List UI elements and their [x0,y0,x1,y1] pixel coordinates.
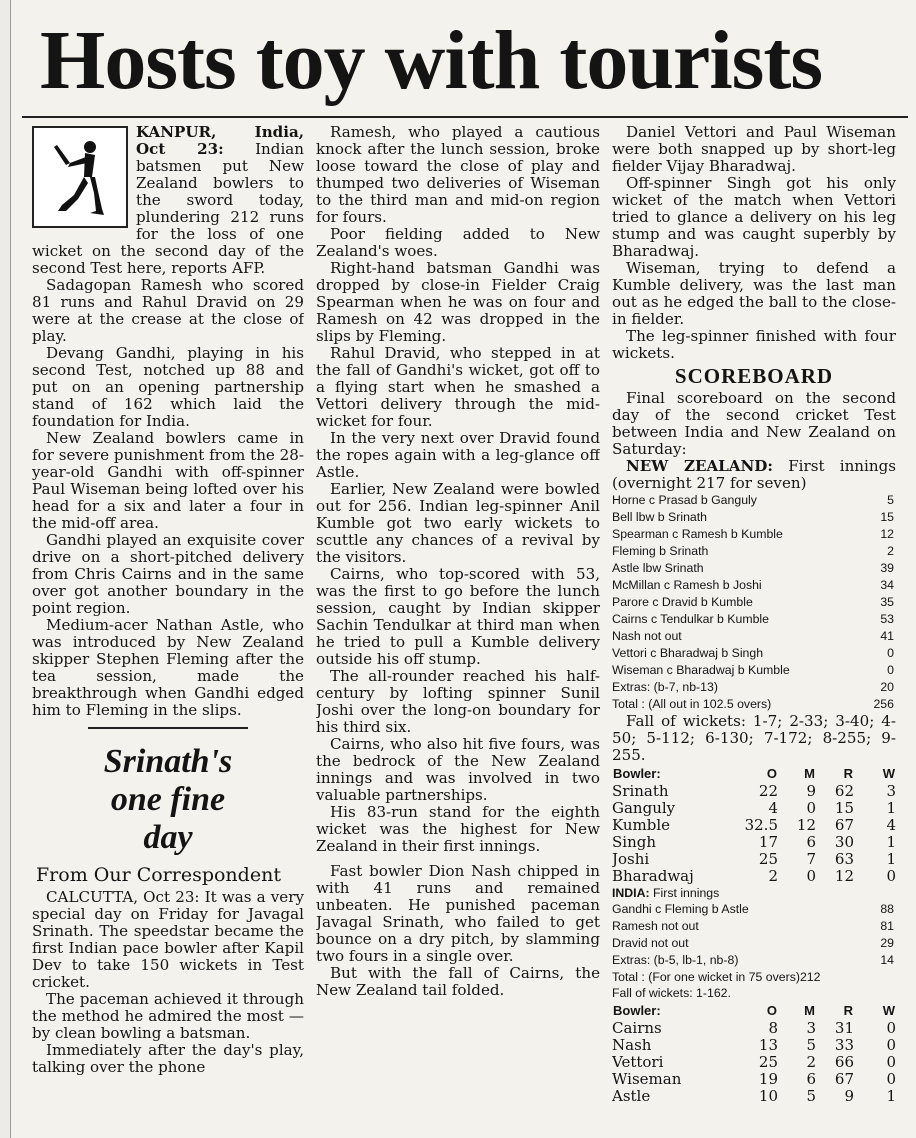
score-cell: 3 [886,782,896,800]
table-row [612,628,896,645]
paragraph: Fast bowler Dion Nash chipped in with 41 runs and remained unbeaten. He punished paceman Javagal Srinath, who failed to get bounce on a dry pitch, by slamming two fours in a single over. [316,862,600,965]
score-cell: 25 [758,850,778,868]
name-cell: McMillan c Ramesh b Joshi [612,578,762,592]
score-cell: 0 [887,646,894,660]
score-cell: 14 [880,953,894,967]
name-cell: Astle [612,1087,651,1105]
score-cell: 6 [806,833,816,851]
table-row [612,952,896,969]
score-cell: 15 [834,799,854,817]
table-row [612,577,896,594]
name-cell: Wiseman c Bharadwaj b Kumble [612,663,790,677]
score-cell: 5 [806,1087,816,1105]
section-divider [88,727,248,729]
score-cell: 32.5 [744,816,778,834]
india-fall-of-wickets: Fall of wickets: 1-162. [612,986,731,1000]
name-cell: Vettori c Bharadwaj b Singh [612,646,764,660]
score-cell: 30 [834,833,854,851]
table-row [612,1088,896,1105]
paragraph: But with the fall of Cairns, the New Zealand tail folded. [316,964,600,999]
name-cell: Cairns [612,1019,662,1037]
bowler-header: Bowler: [613,1003,661,1018]
bowler-header: Bowler: [613,766,661,781]
india-label: INDIA: [612,886,650,900]
score-cell: 34 [880,578,894,592]
score-cell: 0 [886,1070,896,1088]
name-cell: Horne c Prasad b Ganguly [612,493,757,507]
score-cell: 0 [886,1036,896,1054]
score-cell: 63 [834,850,854,868]
nz-bowling-table [612,1001,896,1105]
table-row [612,645,896,662]
paragraph: Cairns, who also hit five fours, was the bedrock of the New Zealand innings and was involved in two valuable partnerships. [316,735,600,804]
score-cell: 0 [886,1053,896,1071]
paragraph: Poor fielding added to New Zealand's woes. [316,225,600,260]
name-cell: Ramesh not out [612,919,699,933]
score-cell: 33 [834,1036,854,1054]
score-cell: 31 [834,1019,854,1037]
score-cell: 25 [758,1053,778,1071]
score-cell: 7 [806,850,816,868]
col-header: W [882,766,895,781]
table-row [612,1054,896,1071]
name-cell: Kumble [612,816,671,834]
score-cell: 81 [880,919,894,933]
nz-innings: First innings (overnight 217 for seven) [612,457,896,492]
score-cell: 2 [768,867,778,885]
score-cell: 53 [880,612,894,626]
paragraph: Earlier, New Zealand were bowled out for 256. Indian leg-spinner Anil Kumble got two early wickets to scuttle any chances of a revival by the visitors. [316,480,600,566]
name-cell: Singh [612,833,656,851]
subhead-line: day [143,819,193,856]
name-cell: Total : (All out in 102.5 overs) [612,697,772,711]
subhead [32,743,304,857]
name-cell: Gandhi c Fleming b Astle [612,902,749,916]
score-cell: 1 [886,799,896,817]
score-cell: 29 [880,936,894,950]
nz-label: NEW ZEALAND: [626,457,773,475]
name-cell: Vettori [612,1053,664,1071]
score-cell: 20 [880,680,894,694]
score-cell: 256 [873,697,894,711]
score-cell: 4 [768,799,778,817]
score-cell: 88 [880,902,894,916]
paragraph: Cairns, who top-scored with 53, was the first to go before the lunch session, caught by Indian skipper Sachin Tendulkar at third man when he tried to pull a Kumble delivery outside his off stump. [316,565,600,668]
score-cell: 12 [796,816,816,834]
india-innings: First innings [653,886,720,900]
subhead-line: Srinath's [103,743,233,780]
table-row [612,611,896,628]
india-total: Total : (For one wicket in 75 overs)212 [612,970,821,984]
score-cell: 10 [758,1087,778,1105]
col-header: O [766,1003,777,1018]
table-row [612,594,896,611]
table-row [612,560,896,577]
score-cell: 9 [806,782,816,800]
name-cell: Bharadwaj [612,867,694,885]
table-row [612,1071,896,1088]
score-cell: 35 [880,595,894,609]
score-cell: 1 [886,833,896,851]
paragraph: The leg-spinner finished with four wickets. [612,327,896,362]
paragraph: In the very next over Dravid found the ropes again with a leg-glance off Astle. [316,429,600,481]
name-cell: Extras: (b-5, lb-1, nb-8) [612,953,739,967]
nz-batting-table [612,492,896,713]
name-cell: Cairns c Tendulkar b Kumble [612,612,769,626]
score-cell: 17 [758,833,778,851]
paragraph: Wiseman, trying to defend a Kumble delivery, was the last man out as he edged the ball to the close-in fielder. [612,259,896,328]
paragraph: The paceman achieved it through the method he admired the most — by clean bowling a batsman. [32,990,304,1042]
score-cell: 67 [834,1070,854,1088]
paragraph: Medium-acer Nathan Astle, who was introduced by New Zealand skipper Stephen Fleming after the tea session, made the breakthrough when Gandhi edged him to Fleming in the slips. [32,616,304,719]
byline: From Our Correspondent [36,864,281,886]
india-batting-table [612,901,896,969]
name-cell: Astle lbw Srinath [612,561,704,575]
score-cell: 2 [806,1053,816,1071]
table-row [612,834,896,851]
headline-rule [22,116,908,118]
cricket-batsman-icon [32,126,128,228]
headline: Hosts toy with tourists [40,14,823,107]
table-row [612,868,896,885]
score-cell: 1 [886,1087,896,1105]
score-cell: 3 [806,1019,816,1037]
table-row [612,935,896,952]
col-header: W [882,1003,895,1018]
table-row [612,918,896,935]
score-cell: 9 [844,1087,854,1105]
paragraph: Devang Gandhi, playing in his second Test, notched up 88 and put on an opening partnership stand of 162 which laid the foundation for India. [32,344,304,430]
name-cell: Nash not out [612,629,682,643]
scoreboard-intro: Final scoreboard on the second day of the second cricket Test between India and New Zealand on Saturday: [612,389,896,458]
paragraph: The all-rounder reached his half-century by lofting spinner Sunil Joshi over the long-on boundary for his third six. [316,667,600,736]
score-cell: 0 [886,1019,896,1037]
score-cell: 0 [806,799,816,817]
table-row [612,1020,896,1037]
score-cell: 13 [758,1036,778,1054]
table-row [612,800,896,817]
name-cell: Spearman c Ramesh b Kumble [612,527,783,541]
col-header: R [843,766,853,781]
score-cell: 0 [806,867,816,885]
table-row [612,851,896,868]
score-cell: 41 [880,629,894,643]
paragraph: Daniel Vettori and Paul Wiseman were both snapped up by short-leg fielder Vijay Bharadwaj. [612,124,896,175]
score-cell: 66 [834,1053,854,1071]
subhead-line: one fine [110,781,226,818]
lead-paragraph: Indian batsmen put New Zealand bowlers to the sword today, plundering 212 runs for the loss of one wicket on the second day of the second Test here, reports AFP. [32,140,304,277]
dateline: KANPUR, India, Oct 23: [136,124,304,158]
paragraph: Rahul Dravid, who stepped in at the fall of Gandhi's wicket, got off to a flying start when he smashed a Vettori delivery through the mid-wicket for four. [316,344,600,430]
score-cell: 1 [886,850,896,868]
paragraph: New Zealand bowlers came in for severe punishment from the 28-year-old Gandhi with off-spinner Paul Wiseman being lofted over his head for a six and later a four in the mid-off area. [32,429,304,532]
score-cell: 12 [834,867,854,885]
col-header: O [766,766,777,781]
score-cell: 8 [768,1019,778,1037]
table-row [612,783,896,800]
paragraph: Off-spinner Singh got his only wicket of the match when Vettori tried to glance a delivery on his leg stump and was caught superbly by Bharadwaj. [612,174,896,260]
score-cell: 67 [834,816,854,834]
score-cell: 12 [880,527,894,541]
name-cell: Wiseman [612,1070,682,1088]
table-row [612,901,896,918]
name-cell: Ganguly [612,799,676,817]
score-cell: 4 [886,816,896,834]
name-cell: Extras: (b-7, nb-13) [612,680,718,694]
score-cell: 22 [758,782,778,800]
paragraph: Gandhi played an exquisite cover drive on a short-pitched delivery from Chris Cairns and in the same over got another boundary in the point region. [32,531,304,617]
name-cell: Bell lbw b Srinath [612,510,708,524]
name-cell: Fleming b Srinath [612,544,709,558]
paragraph: Ramesh, who played a cautious knock after the lunch session, broke loose toward the close of play and thumped two deliveries of Wiseman to the third man and mid-on region for fours. [316,124,600,226]
nz-fall-of-wickets: Fall of wickets: 1-7; 2-33; 3-40; 4-50; 5-112; 6-130; 7-172; 8-255; 9-255. [612,712,896,764]
score-cell: 15 [880,510,894,524]
name-cell: Joshi [612,850,650,868]
score-cell: 19 [758,1070,778,1088]
table-row [612,696,896,713]
score-cell: 5 [887,493,894,507]
column-1 [32,124,304,1138]
score-cell: 62 [834,782,854,800]
column-3 [612,124,896,1138]
paragraph: Immediately after the day's play, talking over the phone [32,1041,304,1076]
col-header: R [843,1003,853,1018]
table-row [612,509,896,526]
table-row [612,526,896,543]
score-cell: 2 [887,544,894,558]
score-cell: 6 [806,1070,816,1088]
scoreboard-heading: SCOREBOARD [674,364,834,388]
table-row [612,1037,896,1054]
paragraph: CALCUTTA, Oct 23: It was a very special day on Friday for Javagal Srinath. The speedstar became the first Indian pace bowler after Kapil Dev to take 150 wickets in Test cricket. [32,888,304,991]
table-row [612,817,896,834]
name-cell: Dravid not out [612,936,689,950]
paragraph: Sadagopan Ramesh who scored 81 runs and Rahul Dravid on 29 were at the crease at the close of play. [32,276,304,345]
table-row [612,492,896,509]
paragraph: His 83-run stand for the eighth wicket was the highest for New Zealand in their first innings. [316,803,600,855]
table-row [612,543,896,560]
name-cell: Nash [612,1036,652,1054]
column-2 [316,124,600,1138]
score-cell: 5 [806,1036,816,1054]
col-header: M [804,766,815,781]
india-bowling-table [612,764,896,885]
table-row [612,679,896,696]
score-cell: 39 [880,561,894,575]
score-cell: 0 [887,663,894,677]
col-header: M [804,1003,815,1018]
page-edge [0,0,11,1138]
table-row [612,662,896,679]
name-cell: Parore c Dravid b Kumble [612,595,753,609]
score-cell: 0 [886,867,896,885]
paragraph: Right-hand batsman Gandhi was dropped by close-in Fielder Craig Spearman when he was on four and Ramesh on 42 was dropped in the slips by Fleming. [316,259,600,345]
name-cell: Srinath [612,782,669,800]
